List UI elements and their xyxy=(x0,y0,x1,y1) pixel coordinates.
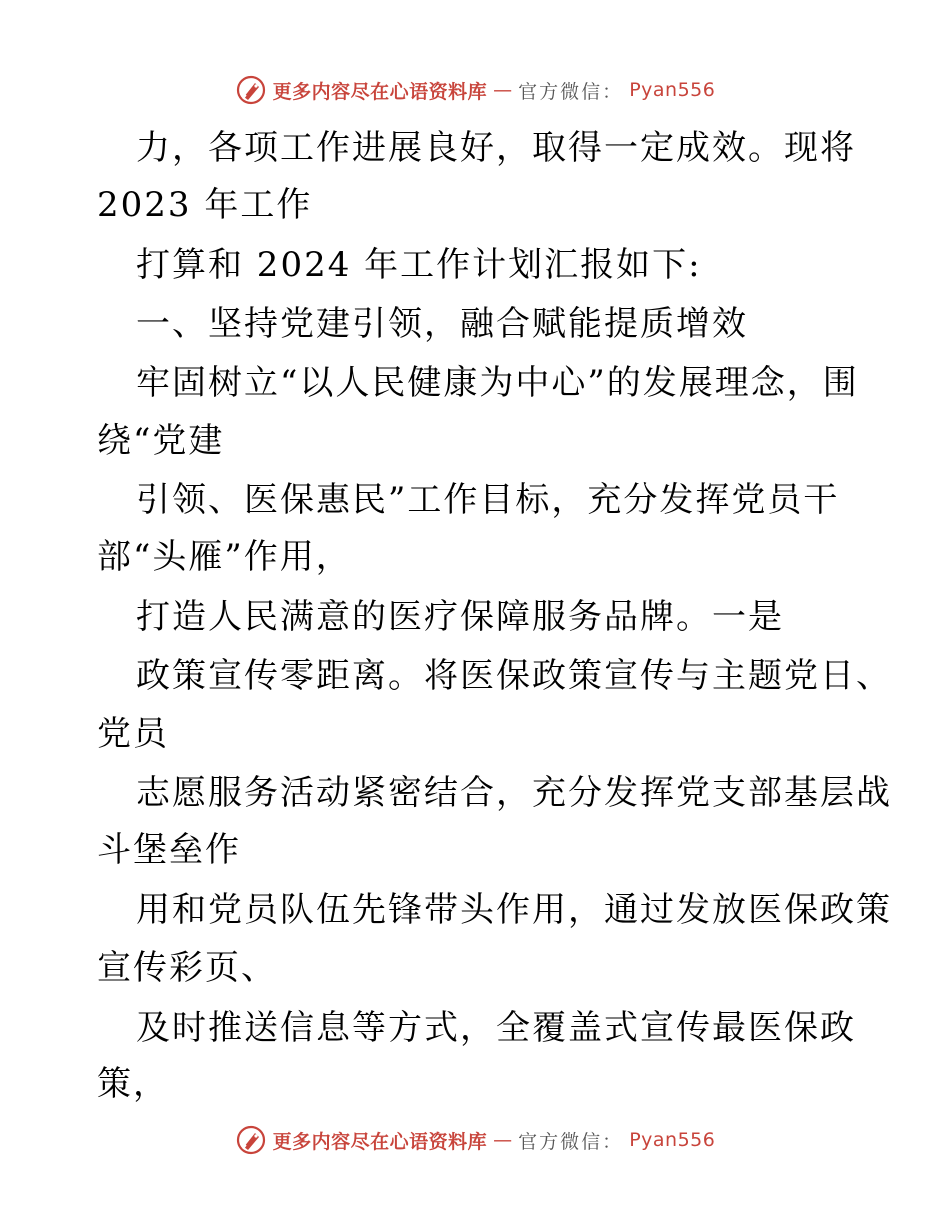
body-line: 策， xyxy=(97,1064,169,1104)
body-line: 党员 xyxy=(97,714,169,754)
body-line: 宣传彩页、 xyxy=(97,948,277,988)
pen-nib-logo-icon xyxy=(235,1124,267,1156)
body-line: 打造人民满意的医疗保障服务品牌。一是 xyxy=(136,597,784,637)
watermark-wechat-id: Pyan556 xyxy=(629,79,716,101)
watermark-dash: — xyxy=(493,79,513,101)
watermark-wechat-id: Pyan556 xyxy=(629,1129,716,1151)
body-line: 志愿服务活动紧密结合，充分发挥党支部基层战 xyxy=(136,773,892,813)
body-line: 政策宣传零距离。将医保政策宣传与主题党日、 xyxy=(136,656,892,696)
pen-nib-logo-icon xyxy=(235,74,267,106)
body-line: 打算和 2024 年工作计划汇报如下: xyxy=(136,245,702,285)
body-line: 用和党员队伍先锋带头作用，通过发放医保政策 xyxy=(136,890,892,930)
header-watermark xyxy=(0,68,950,112)
body-line: 牢固树立“以人民健康为中心”的发展理念，围 xyxy=(136,363,859,403)
watermark-dash: — xyxy=(493,1129,513,1151)
footer-watermark xyxy=(0,1118,950,1162)
watermark-site-text: 更多内容尽在心语资料库 xyxy=(272,80,488,103)
watermark-label: 官方微信： xyxy=(518,80,624,103)
section-heading: 一、坚持党建引领，融合赋能提质增效 xyxy=(136,304,748,344)
body-line: 力，各项工作进展良好，取得一定成效。现将 xyxy=(136,128,856,168)
body-line: 斗堡垒作 xyxy=(97,830,241,870)
body-line: 及时推送信息等方式，全覆盖式宣传最医保政 xyxy=(136,1008,856,1048)
body-line: 部“头雁”作用， xyxy=(97,537,352,577)
body-line: 引领、医保惠民”工作目标，充分发挥党员干 xyxy=(136,480,840,520)
watermark-site-text: 更多内容尽在心语资料库 xyxy=(272,1130,488,1153)
watermark-label: 官方微信： xyxy=(518,1130,624,1153)
body-line: 绕“党建 xyxy=(97,421,225,461)
body-line: 2023 年工作 xyxy=(97,185,313,225)
